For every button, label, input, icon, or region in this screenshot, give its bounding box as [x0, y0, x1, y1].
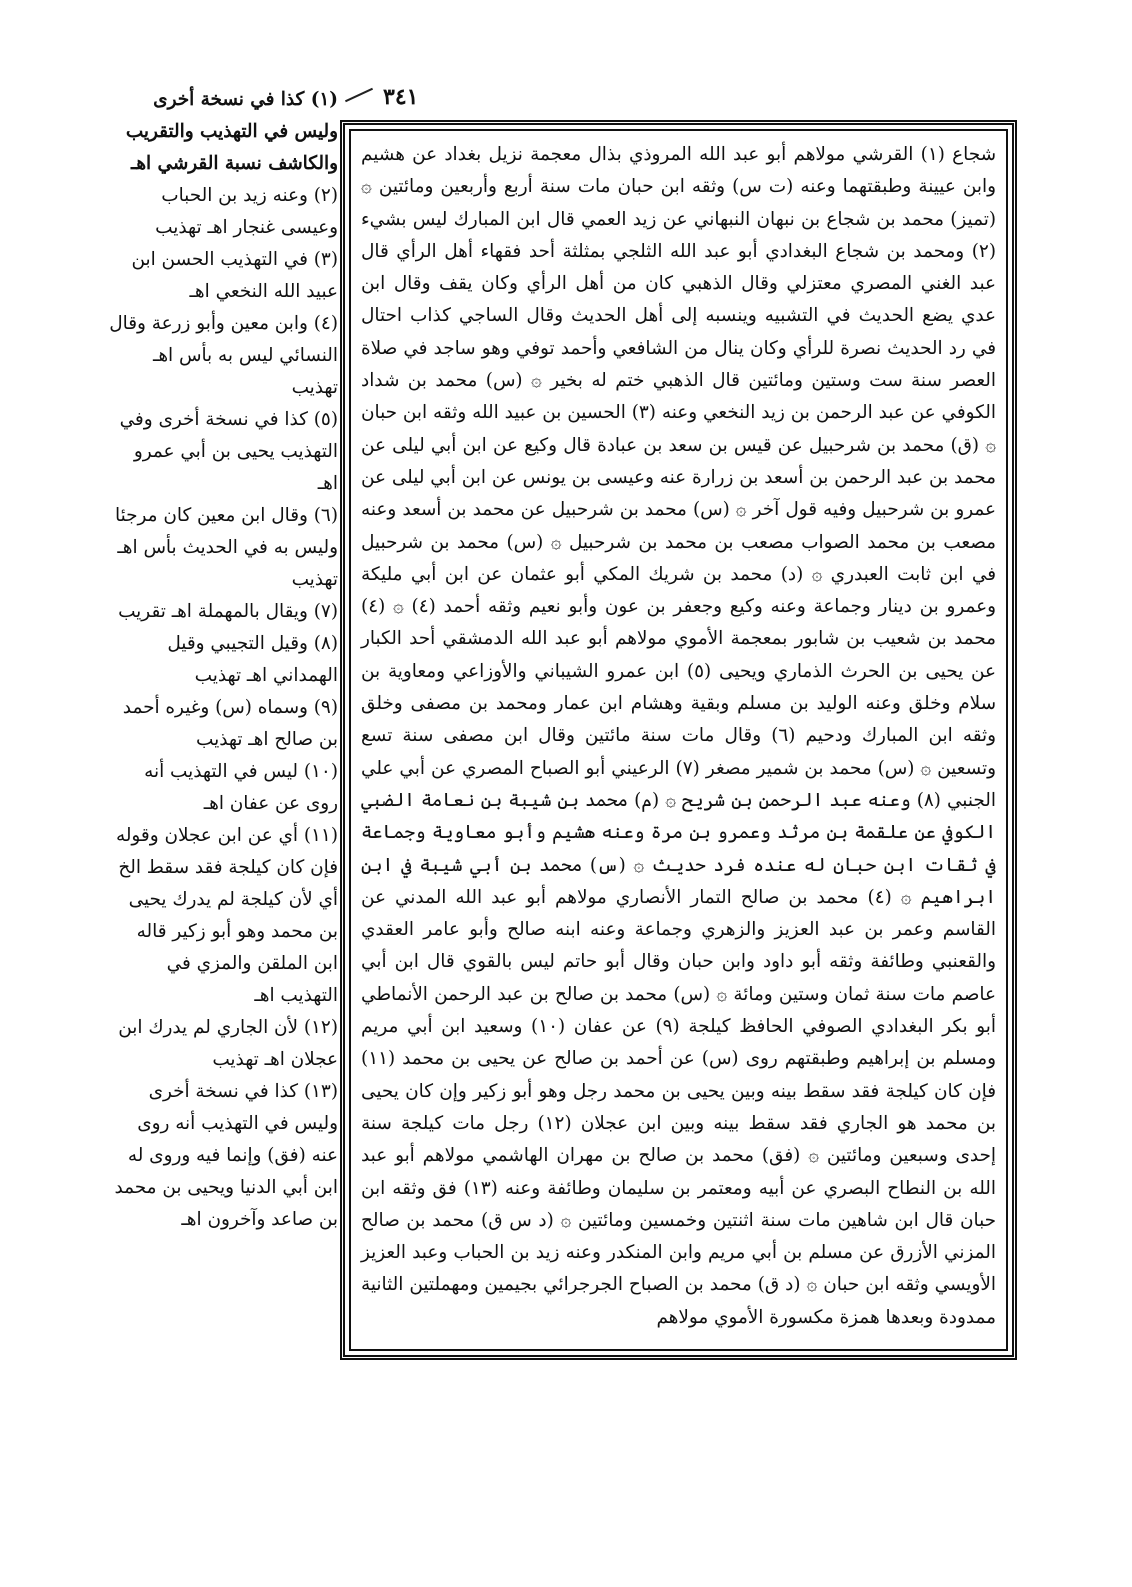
main-text: شجاع (١) القرشي مولاهم أبو عبد الله المروذي بذال معجمة نزيل بغداد عن هشيم وابن عيينة وطبقتهما وعنه (ت س) وثقه ابن حبان مات سنة أربع وأربعين ومائتين ۞ (تميز) محمد بن شجاع بن نبهان النبهاني عن زيد العمي قال ابن المبارك ليس بشيء (٢) ومحمد بن شجاع البغدادي أبو عبد الله الثلجي بمثلثة أحد فقهاء أهل الرأي قال عبد الغني المصري معتزلي وقال الذهبي كان من أهل الرأي وكان يقف وقال ابن عدي يضع الحديث في التشبيه وينسبه إلى أهل الحديث وقال الساجي كذاب احتال في رد الحديث نصرة للرأي وكان ينال من الشافعي وأحمد توفي وهو ساجد في صلاة العصر سنة ست وستين ومائتين قال الذهبي ختم له بخير ۞ (س) محمد بن شداد الكوفي عن عبد الرحمن بن زيد النخعي وعنه (٣) الحسين بن عبيد الله وثقه ابن حبان ۞ (ق) محمد بن شرحبيل عن قيس بن سعد بن عبادة قال وكيع عن ابن أبي ليلى عن محمد بن عبد الرحمن بن أسعد بن زرارة عنه وعيسى بن يونس عن ابن أبي ليلى عن عمرو بن شرحبيل وفيه قول آخر ۞ (س) محمد بن شرحبيل عن محمد بن أسعد وعنه مصعب بن محمد الصواب مصعب بن محمد بن شرحبيل ۞ (س) محمد بن شرحبيل في ابن ثابت العبدري ۞ (د) محمد بن شريك المكي أبو عثمان عن ابن أبي مليكة وعمرو بن دينار وجماعة وعنه وكيع وجعفر بن عون وأبو نعيم وثقه أحمد (٤) ۞ (٤) محمد بن شعيب بن شابور بمعجمة الأموي مولاهم أبو عبد الله الدمشقي أحد الكبار عن يحيى بن الحرث الذماري ويحيى (٥) ابن عمرو الشيباني والأوزاعي ومعاوية بن سلام وخلق وعنه الوليد بن مسلم وبقية وهشام ابن عمار ومحمد بن مصفى وخلق وثقه ابن المبارك ودحيم (٦) وقال مات سنة مائتين وقال ابن مصفى سنة تسع وتسعين ۞ (س) محمد بن شمير مصغر (٧) الرعيني أبو الصباح المصري عن أبي علي الجنبي (٨) وعنه عبد الرحمن بن شريح ۞ (م) محمد بن شيبة بن نعامة الضبي الكوفي عن علقمة بن مرثد وعمرو بن مرة وعنه هشيم وأبو معاوية وجماعة في ثقات ابن حبان له عنده فرد حديث ۞ (س) محمد بن أبي شيبة في ابن ابراهيم ۞ (٤) محمد بن صالح التمار الأنصاري مولاهم أبو عبد الله المدني عن القاسم وعمر بن عبد العزيز والزهري وجماعة وعنه ابنه صالح وأبو عامر العقدي والقعنبي وطائفة وثقه أبو داود وابن حبان وقال أبو حاتم ليس بالقوي قال ابن أبي عاصم مات سنة ثمان وستين ومائة ۞ (س) محمد بن صالح بن عبد الرحمن الأنماطي أبو بكر البغدادي الصوفي الحافظ كيلجة (٩) عن عفان (١٠) وسعيد ابن أبي مريم ومسلم بن إبراهيم وطبقتهم روى (س) عن أحمد بن صالح عن يحيى بن محمد (١١) فإن كان كيلجة فقد سقط بينه وبين يحيى بن محمد رجل وهو أبو زكير وإن كان يحيى بن محمد هو الجاري فقد سقط بينه وبين ابن عجلان (١٢) رجل مات كيلجة سنة إحدى وسبعين ومائتين ۞ (فق) محمد بن صالح بن مهران الهاشمي مولاهم أبو عبد الله بن النطاح البصري عن أبيه ومعتمر بن سليمان وطائفة وعنه (١٣) فق وثقه ابن حبان قال ابن شاهين مات سنة اثنتين وخمسين ومائتين ۞ (د س ق) محمد بن صالح المزني الأزرق عن مسلم بن أبي مريم وابن المنكدر وعنه زيد بن الحباب وعبد العزيز الأويسي وثقه ابن حبان ۞ (د ق) محمد بن الصباح الجرجرائي بجيمين ومهملتين الثانية ممدودة وبعدها همزة مكسورة الأموي مولاهم [361, 144, 997, 1328]
main-text-inner-border [349, 129, 1008, 1351]
margin-note-11: (١١) أي عن ابن عجلان وقوله فإن كان كيلجة فقد سقط الخ أي لأن كيلجة لم يدرك يحيى بن محمد وهو أبو زكير قاله ابن الملقن والمزي في التهذيب اهـ [115, 825, 338, 1006]
margin-note-10: (١٠) ليس في التهذيب أنه روى عن عفان اهـ [144, 761, 338, 814]
margin-note-7: (٧) ويقال بالمهملة اهـ تقريب [118, 601, 338, 622]
margin-note-3: (٣) في التهذيب الحسن ابن عبيد الله النخعي اهـ [131, 249, 338, 302]
margin-note-6: (٦) وقال ابن معين كان مرجئا وليس به في الحديث بأس اهـ تهذيب [114, 505, 338, 590]
margin-note-4: (٤) وابن معين وأبو زرعة وقال النسائي ليس به بأس اهـ تهذيب [109, 313, 338, 398]
page-number: ٣٤١ [383, 84, 419, 110]
margin-note-5: (٥) كذا في نسخة أخرى وفي التهذيب يحيى بن أبي عمرو اهـ [119, 409, 338, 494]
margin-note-8: (٨) وقيل التجيبي وقيل الهمداني اهـ تهذيب [167, 633, 338, 686]
margin-note-1: (١) كذا في نسخة أخرى وليس في التهذيب والتقريب والكاشف نسبة القرشي اهـ [125, 89, 338, 174]
margin-note-2: (٢) وعنه زيد بن الحباب وعيسى غنجار اهـ تهذيب [155, 185, 338, 238]
margin-note-9: (٩) وسماه (س) وغيره أحمد بن صالح اهـ تهذيب [122, 697, 338, 750]
margin-notes [108, 84, 338, 1384]
margin-note-12: (١٢) لأن الجاري لم يدرك ابن عجلان اهـ تهذيب [118, 1017, 338, 1070]
main-text-frame [340, 120, 1017, 1360]
header-ornament [345, 88, 373, 102]
margin-note-13: (١٣) كذا في نسخة أخرى وليس في التهذيب أنه روى عنه (فق) وإنما فيه وروى له ابن أبي الدنيا ويحيى بن محمد بن صاعد وآخرون اهـ [114, 1081, 338, 1230]
